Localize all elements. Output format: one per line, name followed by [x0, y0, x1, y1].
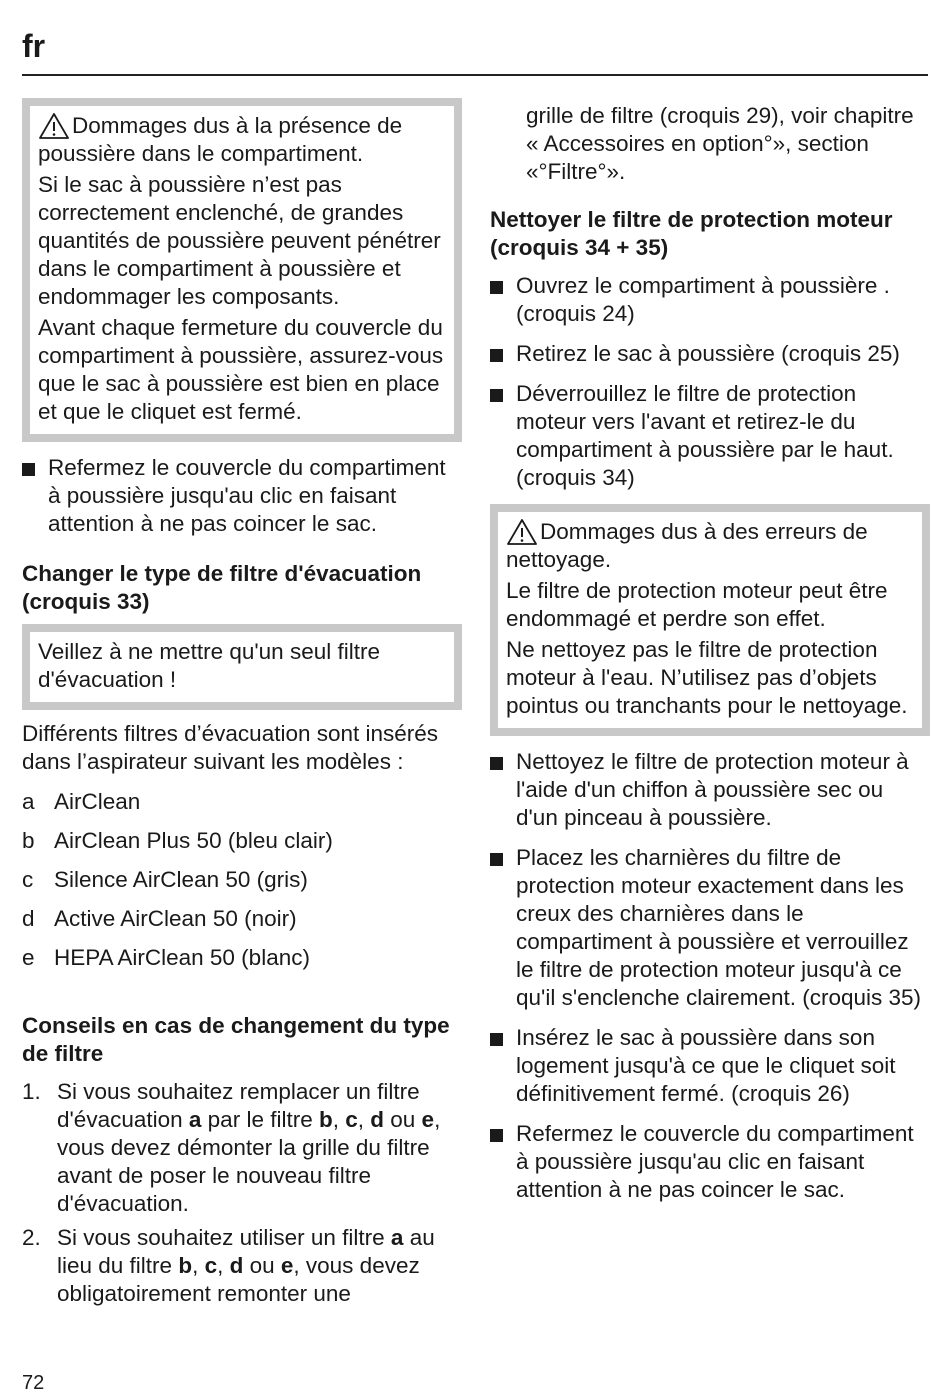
bullet-square-icon — [22, 463, 35, 476]
list-item: b AirClean Plus 50 (bleu clair) — [22, 828, 333, 853]
header-rule — [22, 74, 928, 76]
warning-box-cleaning — [490, 504, 930, 736]
warning-triangle-icon — [506, 518, 540, 546]
list-item: c Silence AirClean 50 (gris) — [22, 867, 308, 892]
bullet-square-icon — [490, 389, 503, 402]
list-item: Placez les charnières du filtre de protection moteur exactement dans les creux des charnières dans le compartiment à poussière et verrouillez le filtre de protection moteur jusqu'à ce qu'il s'enclenche clairement. (croquis 35) — [490, 844, 930, 1012]
right-column — [490, 102, 930, 1204]
bullet-square-icon — [490, 349, 503, 362]
continuation-text: grille de filtre (croquis 29), voir chapitre « Accessoires en option°», section «°Filtre°». — [526, 103, 914, 184]
warning-title: Dommages dus à la présence de poussière dans le compartiment. — [38, 113, 403, 166]
left-column — [22, 98, 462, 1308]
filters-intro: Différents filtres d’évacuation sont insérés dans l’aspirateur suivant les modèles : — [22, 721, 439, 774]
note-box-single-filter: Veillez à ne mettre qu'un seul filtre d'évacuation ! — [22, 624, 462, 710]
list-item: Ouvrez le compartiment à poussière . (croquis 24) — [490, 272, 930, 328]
list-item: Retirez le sac à poussière (croquis 25) — [490, 340, 930, 368]
bullet-square-icon — [490, 757, 503, 770]
section-heading-motor-filter: Nettoyer le filtre de protection moteur (croquis 34 + 35) — [490, 207, 893, 260]
warning-triangle-icon — [38, 112, 72, 140]
page-number: 72 — [22, 1372, 45, 1394]
warning-text: Le filtre de protection moteur peut être endommagé et perdre son effet. — [506, 578, 888, 631]
list-item: Insérez le sac à poussière dans son logement jusqu'à ce que le cliquet soit définitivement fermé. (croquis 26) — [490, 1024, 930, 1108]
filter-list — [22, 788, 462, 972]
list-item: Nettoyez le filtre de protection moteur à l'aide d'un chiffon à poussière sec ou d'un pinceau à poussière. — [490, 748, 930, 832]
list-item: e HEPA AirClean 50 (blanc) — [22, 945, 310, 970]
list-item: d Active AirClean 50 (noir) — [22, 906, 297, 931]
bullet-square-icon — [490, 1129, 503, 1142]
warning-text: Avant chaque fermeture du couvercle du compartiment à poussière, assurez-vous que le sac à poussière est bien en place et que le cliquet est fermé. — [38, 315, 444, 424]
list-item: a AirClean — [22, 789, 141, 814]
step-close-lid: Refermez le couvercle du compartiment à poussière jusqu'au clic en faisant attention à ne pas coincer le sac. — [22, 454, 462, 538]
warning-box-dust — [22, 98, 462, 442]
tip-item-1: 1. Si vous souhaitez remplacer un filtre d'évacuation a par le filtre b, c, d ou e, vous devez démonter la grille du filtre avant de poser le nouveau filtre d'évacuation. — [22, 1079, 441, 1216]
section-heading-change-filter: Changer le type de filtre d'évacuation (croquis 33) — [22, 561, 422, 614]
list-item: Refermez le couvercle du compartiment à poussière jusqu'au clic en faisant attention à ne pas coincer le sac. — [490, 1120, 930, 1204]
list-item: Déverrouillez le filtre de protection moteur vers l'avant et retirez-le du compartiment à poussière par le haut. (croquis 34) — [490, 380, 930, 492]
warning-text: Si le sac à poussière n’est pas correctement enclenché, de grandes quantités de poussière peuvent pénétrer dans le compartiment à poussière et endommager les composants. — [38, 172, 441, 309]
bullet-square-icon — [490, 281, 503, 294]
warning-text: Ne nettoyez pas le filtre de protection moteur à l'eau. N’utilisez pas d’objets pointus ou tranchants pour le nettoyage. — [506, 637, 908, 718]
warning-title: Dommages dus à des erreurs de nettoyage. — [506, 519, 868, 572]
bullet-square-icon — [490, 853, 503, 866]
section-heading-tips: Conseils en cas de changement du type de filtre — [22, 1013, 450, 1066]
language-code: fr — [22, 28, 46, 64]
tip-item-2: 2. Si vous souhaitez utiliser un filtre a au lieu du filtre b, c, d ou e, vous devez obligatoirement remonter une — [22, 1225, 435, 1306]
bullet-square-icon — [490, 1033, 503, 1046]
